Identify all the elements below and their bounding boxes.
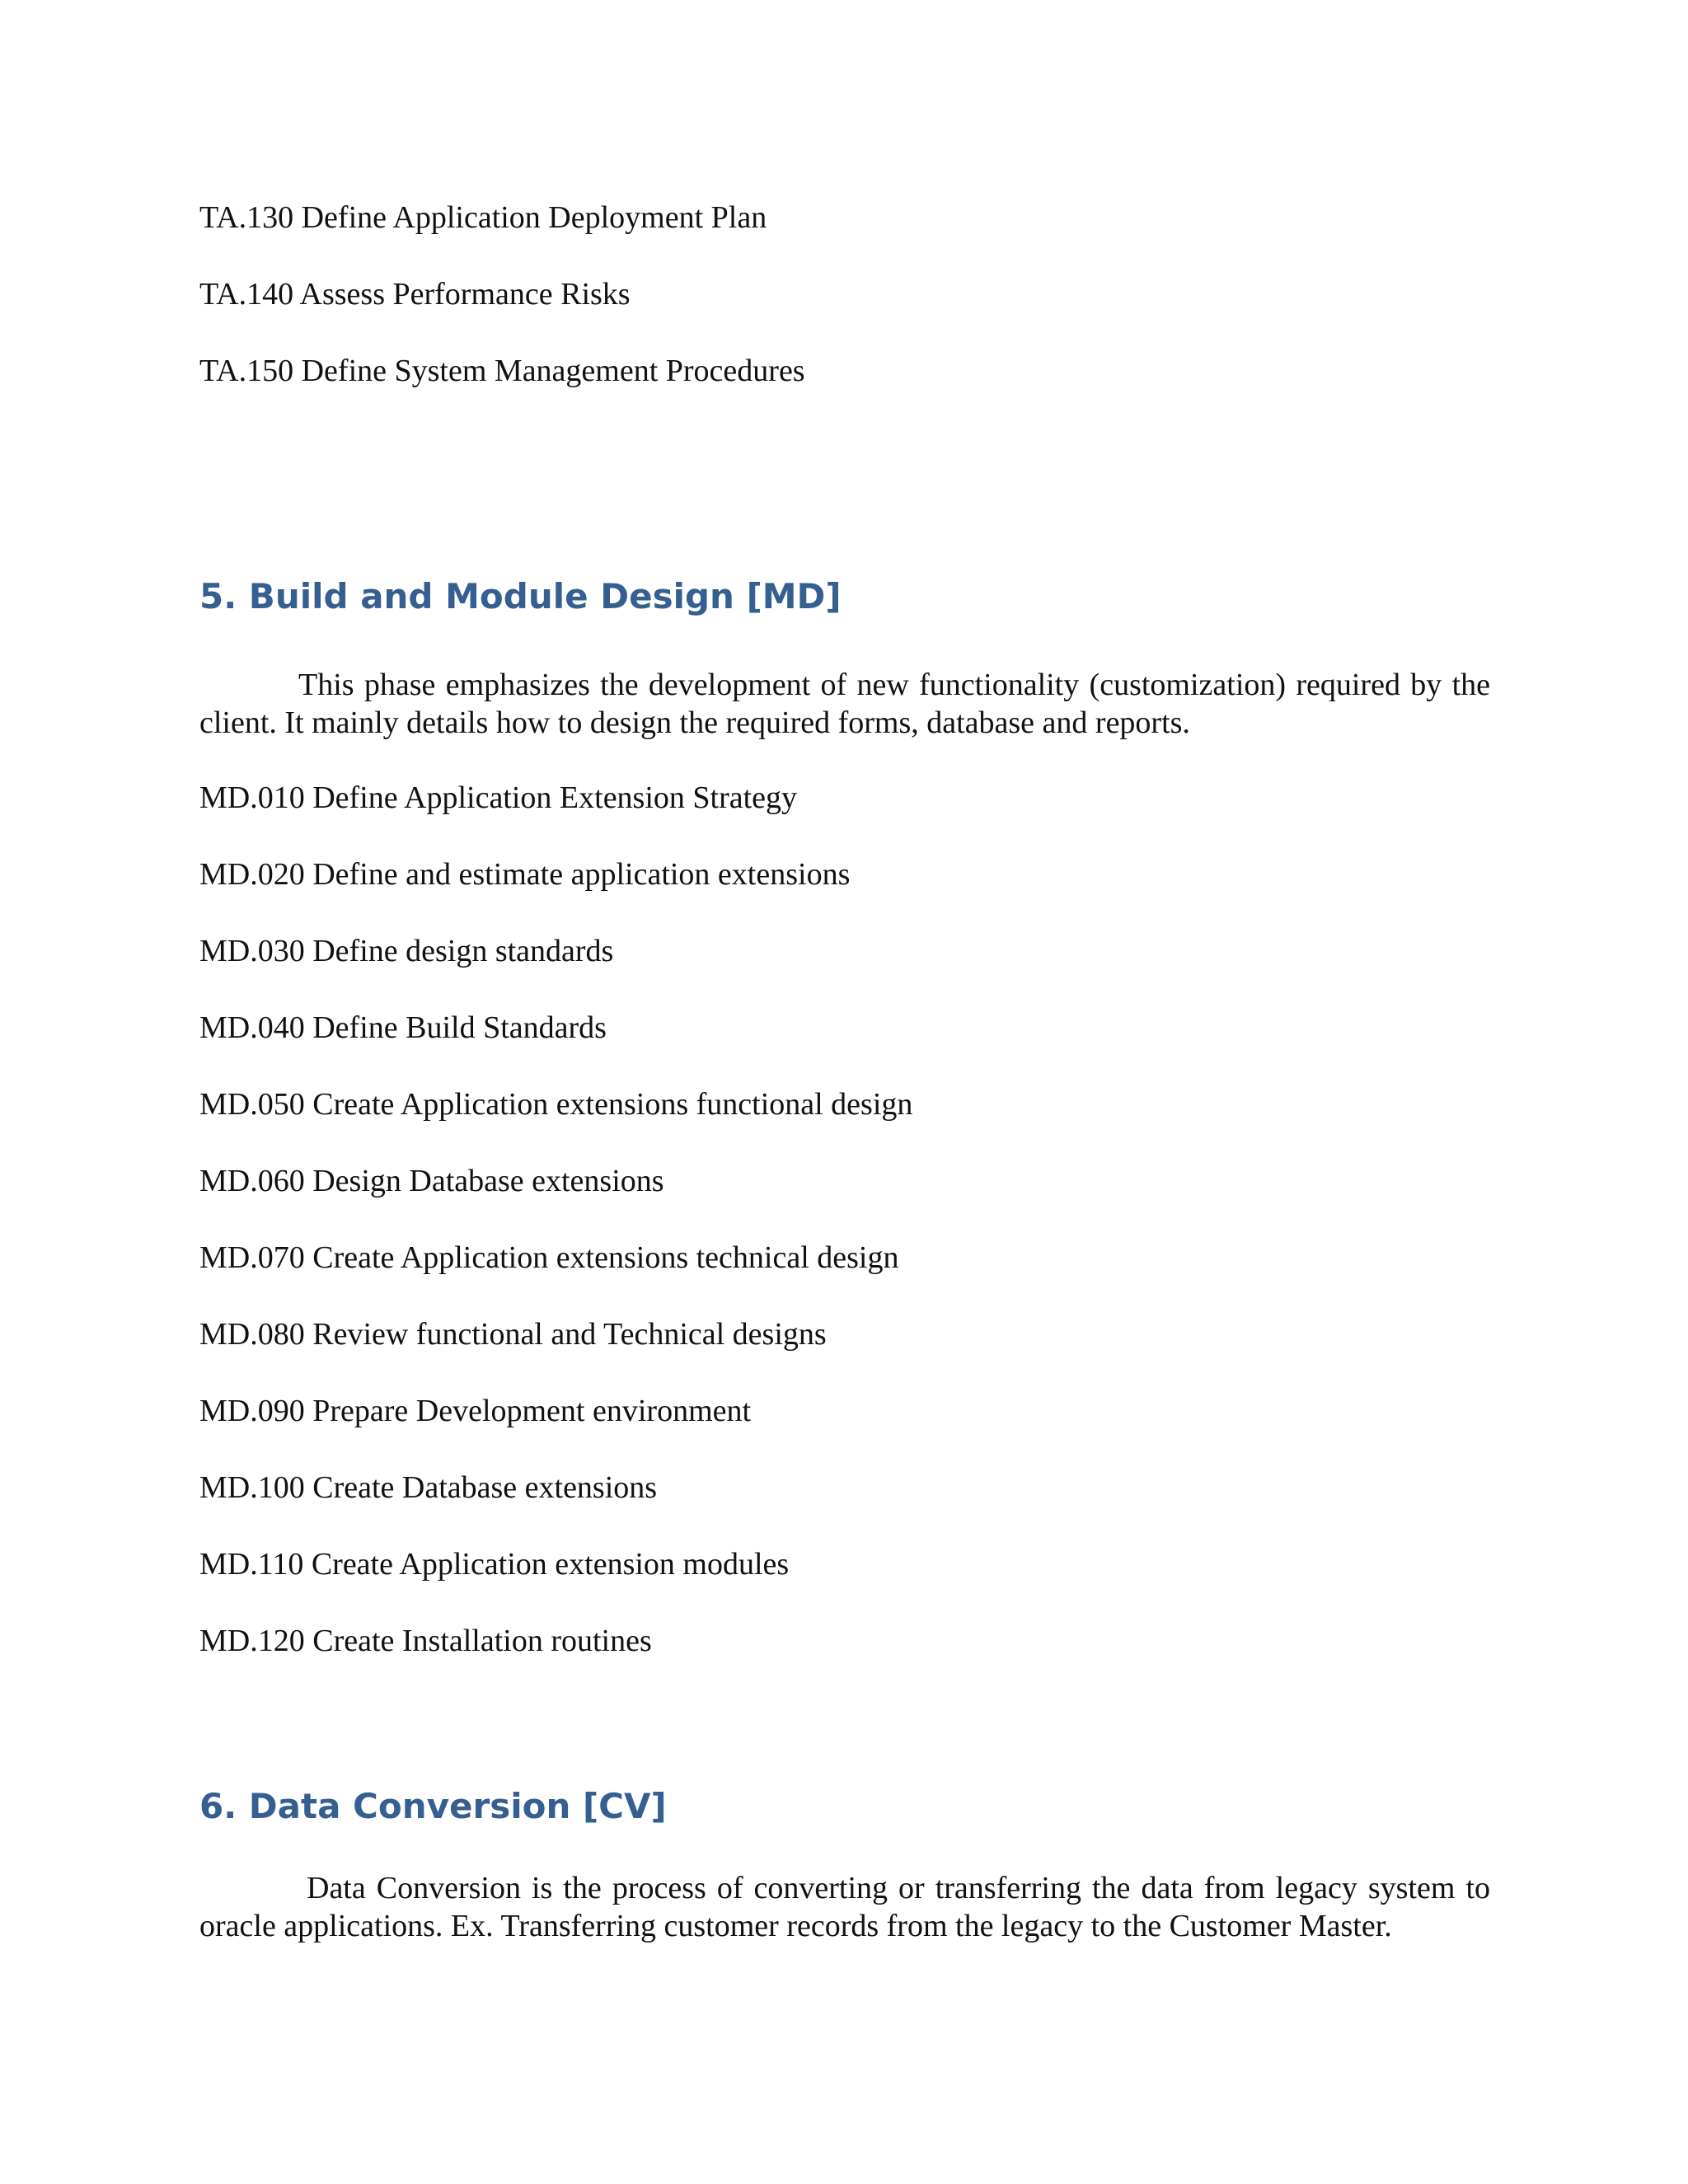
list-item: TA.130 Define Application Deployment Plan bbox=[199, 200, 767, 235]
list-item: MD.080 Review functional and Technical designs bbox=[199, 1317, 827, 1352]
list-item: MD.100 Create Database extensions bbox=[199, 1470, 658, 1505]
list-item: TA.140 Assess Performance Risks bbox=[199, 277, 631, 312]
list-item: TA.150 Define System Management Procedures bbox=[199, 354, 805, 388]
list-item: MD.110 Create Application extension modules bbox=[199, 1547, 790, 1582]
list-item: MD.060 Design Database extensions bbox=[199, 1164, 664, 1198]
list-item: MD.030 Define design standards bbox=[199, 934, 614, 968]
section-intro-paragraph: Data Conversion is the process of converting or transferring the data from legacy system to oracle applications. Ex. Transferring customer records from the legacy to the Customer Master. bbox=[199, 1871, 1490, 1943]
list-item: MD.020 Define and estimate application extensions bbox=[199, 857, 851, 892]
list-item: MD.070 Create Application extensions technical design bbox=[199, 1240, 899, 1275]
section-heading: 5. Build and Module Design [MD] bbox=[199, 576, 842, 616]
list-item: MD.090 Prepare Development environment bbox=[199, 1394, 752, 1428]
list-item: MD.050 Create Application extensions functional design bbox=[199, 1087, 913, 1122]
list-item: MD.120 Create Installation routines bbox=[199, 1624, 652, 1658]
list-item: MD.040 Define Build Standards bbox=[199, 1010, 607, 1045]
list-item: MD.010 Define Application Extension Strategy bbox=[199, 780, 798, 815]
section-heading: 6. Data Conversion [CV] bbox=[199, 1786, 667, 1826]
section-intro-paragraph: This phase emphasizes the development of new functionality (customization) required by the client. It mainly details how to design the required forms, database and reports. bbox=[199, 668, 1490, 740]
